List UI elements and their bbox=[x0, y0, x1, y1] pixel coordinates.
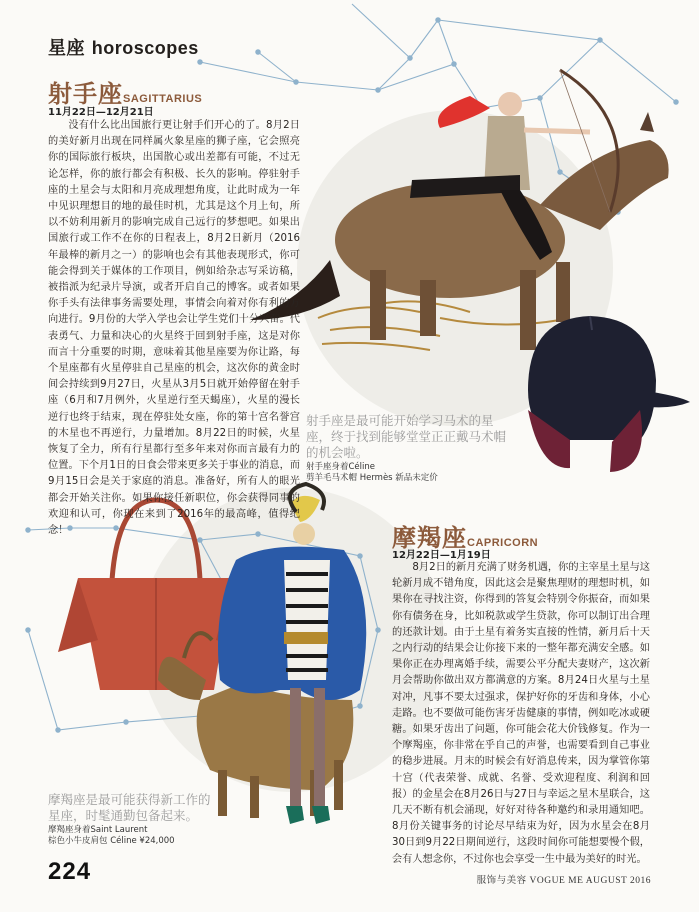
sagittarius-name-en: SAGITTARIUS bbox=[123, 93, 203, 105]
sagittarius-body: 没有什么比出国旅行更让射手们开心的了。8月2日的美好新月出现在同样属火象星座的狮子座，它会照亮你的国际旅行板块，出国散心或出差都有可能，不过无论怎样，你的旅行都会有积极、长久的影响。停驻射手座的土星会与太阳和月亮成理想角度，让此时成为一年中见识理想目的地的最佳时机，尤其是这个月上旬，所以不妨利用新月的影响完成自己远行的梦想吧。如果出国旅行或工作不在你的日程表上，8月2日新月（2016年最棒的新月之一）的影响也会有其他表现形式，你可能会得到关于媒体的工作项目，例如给杂志写采访稿，被指派为纪录片导演，或者开启自己的博客。或者如果你手头有法律事务需要处理，事情会向着对你有利的方向进行。9月份的大学入学也会让学生党们十分兴奋。代表勇气、力量和决心的火星终于回到射手座，这是对你而言十分重要的时期，意味着其他星座要为你让路，每个星座都有火星停驻自己星座的机会，这次你的黄金时间会持续到9月27日，火星从3月5日就开始停留在射手座（6月和7月例外，火星逆行至天蝎座），火星的漫长逆行也终于结束，现在停驻处女座，你的第十宫名誉宫的木星也不再逆行，力量增加。8月22日的时候，火星恢复了全力，所有行星都行至多年来对你而言最有力的位置。下个月1日的日食会带来更多关于事业的消息，而9月15日会是关于家庭的消息。准备好，所有人的眼光都会开始关注你。如果你接任新职位，你会获得同事的欢迎和认可，你现在来到了2016年的最高峰，值得纪念！ bbox=[48, 120, 300, 537]
page-number: 224 bbox=[48, 858, 92, 885]
capricorn-credit-bag: 棕色小牛皮肩包 Céline ¥24,000 bbox=[48, 836, 175, 846]
capricorn-body: 8月2日的新月充满了财务机遇，你的主宰星土星与这轮新月成不错角度，因此这会是聚焦理财的理想时机，如果你在寻找注资，你得到的答复会特别令你振奋，而如果你有债务在身，比如税款或学生贷款，你可以制订出合理的还款计划。由于土星有着务实直接的性情，新月后十天之内行动的结果会让你接下来的一整年都充满安全感。如果你正在办理离婚手续，需要公平分配夫妻财产，这次新月会帮助你做出双方都满意的方案。8月24日火星与土星对冲，凡事不要太过强求，保护好你的牙齿和身体，小心走路。也不要做可能伤害牙齿健康的事情，例如吃冰或硬糖。如果牙齿出了问题，你可能会花大价钱修复。作为一个摩羯座，你非常在乎自己的声誉，也需要看到自己事业的稳步进展。月末的时候会有好消息传来，因为掌管你第十宫（代表荣誉、成就、名誉、受欢迎程度、利润和回报）的金星会在8月26日与27日与幸运之星木星联合，这几天不断有机会涌现，好好对待各种邀约和录用通知吧。8月份关键事务的讨论尽早结束为好，因为水星会在8月30日到9月22日期间逆行，这段时间你可能想要慢个假，会有人想念你，不过你也会享受一生中最为美好的时光。 bbox=[392, 562, 650, 865]
section-title bbox=[48, 34, 199, 60]
capricorn-caption-quote: 摩羯座是最可能获得新工作的星座，时髦通勤包备起来。 bbox=[48, 792, 211, 823]
sagittarius-caption-quote: 射手座是最可能开始学习马术的星座，终于找到能够堂堂正正戴马术帽的机会啦。 bbox=[306, 413, 507, 460]
riding-helmet-illustration bbox=[528, 316, 690, 472]
magazine-footer: 服饰与美容 VOGUE ME AUGUST 2016 bbox=[476, 876, 651, 886]
section-title-cn: 星座 bbox=[48, 38, 85, 59]
sagittarius-credit-helmet: 剪羊毛马术帽 Hermès 新品未定价 bbox=[306, 473, 438, 483]
section-title-en: horoscopes bbox=[91, 38, 199, 58]
sagittarius-name-cn: 射手座 bbox=[48, 80, 123, 108]
capricorn-credit-outfit: 摩羯座身着Saint Laurent bbox=[48, 825, 148, 835]
capricorn-name-en: CAPRICORN bbox=[467, 537, 539, 549]
sagittarius-dates: 11月22日—12月21日 bbox=[48, 107, 154, 118]
capricorn-dates: 12月22日—1月19日 bbox=[392, 550, 491, 561]
sagittarius-credit-outfit: 射手座身着Céline bbox=[306, 462, 376, 472]
capricorn-name-cn: 摩羯座 bbox=[392, 524, 467, 552]
